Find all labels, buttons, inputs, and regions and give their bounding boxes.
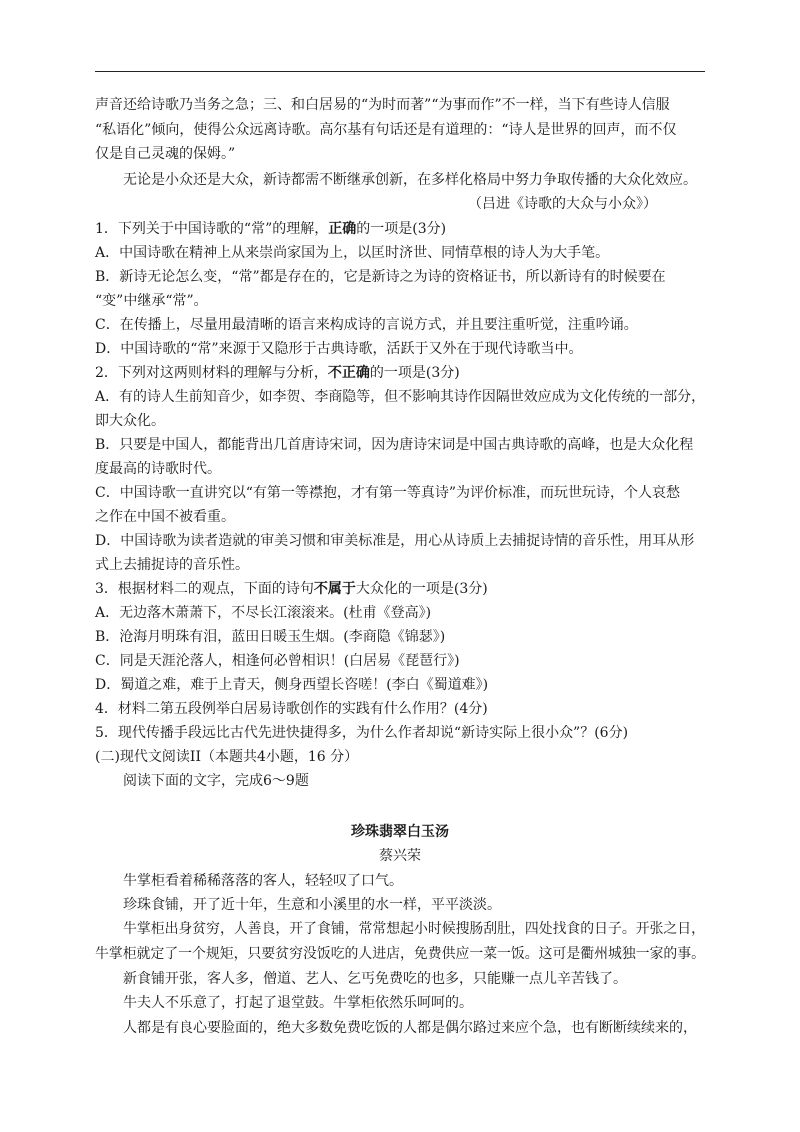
question-3-stem: 3．根据材料二的观点，下面的诗句不属于大众化的一项是(3分) — [95, 581, 488, 597]
material-line: 无论是小众还是大众，新诗都需不断继承创新，在多样化格局中努力争取传播的大众化效应。 — [123, 172, 697, 188]
question-1-option-c: C．在传播上，尽量用最清晰的语言来构成诗的言说方式，并且要注重听觉，注重吟诵。 — [95, 317, 638, 333]
question-2-option-d: D．中国诗歌为读者造就的审美习惯和审美标准是，用心从诗质上去捕捉诗情的音乐性，用耳从形 — [95, 533, 695, 549]
question-3-option-b: B．沧海月明珠有泪，蓝田日暖玉生烟。(李商隐《锦瑟》) — [95, 629, 446, 645]
question-2-option-c-cont: 之作在中国不被看重。 — [95, 509, 235, 525]
story-paragraph: 人都是有良心要脸面的，绝大多数免费吃饭的人都是偶尔路过来应个急，也有断断续续来的， — [123, 1020, 697, 1036]
question-2-option-a-cont: 即大众化。 — [95, 413, 165, 429]
story-paragraph-cont: 牛掌柜就定了一个规矩，只要贫穷没饭吃的人进店，免费供应一菜一饭。这可是衢州城独一家的事。 — [95, 946, 706, 962]
question-2-keyword: 不正确 — [327, 365, 370, 381]
question-2-stem: 2．下列对这两则材料的理解与分析，不正确的一项是(3分) — [95, 365, 460, 381]
question-1-option-d: D．中国诗歌的“常”来源于又隐形于古典诗歌，活跃于又外在于现代诗歌当中。 — [95, 341, 583, 357]
question-3-option-d: D．蜀道之难，难于上青天，侧身西望长咨嗟！(李白《蜀道难》) — [95, 677, 489, 693]
question-1-stem: 1．下列关于中国诗歌的“常”的理解，正确的一项是(3分) — [95, 221, 447, 237]
question-2-option-b: B．只要是中国人，都能背出几首唐诗宋词，因为唐诗宋词是中国古典诗歌的高峰，也是大众化程 — [95, 437, 694, 453]
material-source: （吕进《诗歌的大众与小众》） — [468, 196, 657, 212]
question-2-option-b-cont: 度最高的诗歌时代。 — [95, 461, 221, 477]
question-5: 5．现代传播手段远比古代先进快捷得多，为什么作者却说“新诗实际上很小众”？(6分) — [95, 725, 629, 741]
question-3-keyword: 不属于 — [313, 581, 356, 597]
question-2-option-d-cont: 式上去捕捉诗的音乐性。 — [95, 557, 249, 573]
material-line: “私语化”倾向，使得公众远离诗歌。高尔基有句话还是有道理的：“诗人是世界的回声，而不仅 — [95, 122, 677, 138]
story-paragraph: 新食铺开张，客人多，僧道、艺人、乞丐免费吃的也多，只能赚一点儿辛苦钱了。 — [123, 971, 627, 987]
question-1-keyword: 正确 — [328, 221, 357, 237]
story-paragraph: 牛夫人不乐意了，打起了退堂鼓。牛掌柜依然乐呵呵的。 — [123, 995, 473, 1011]
story-paragraph: 牛掌柜出身贫穷，人善良，开了食铺，常常想起小时候搜肠刮肚，四处找食的日子。开张之日， — [123, 921, 706, 937]
question-1-option-b-cont: “变”中继承“常”。 — [95, 293, 208, 309]
question-3-option-c: C．同是天涯沦落人，相逢何必曾相识！(白居易《琵琶行》) — [95, 653, 460, 669]
material-line: 仅是自己灵魂的保姆。” — [95, 146, 236, 162]
question-1-option-a: A．中国诗歌在精神上从来崇尚家国为上，以匡时济世、同情草根的诗人为大手笔。 — [95, 245, 610, 261]
story-paragraph: 牛掌柜看着稀稀落落的客人，轻轻叹了口气。 — [123, 873, 403, 889]
section-instruction: 阅读下面的文字，完成6～9题 — [123, 773, 309, 789]
question-2-option-a: A．有的诗人生前知音少，如李贺、李商隐等，但不影响其诗作因隔世效应成为文化传统的一部分， — [95, 389, 706, 405]
header-rule — [95, 71, 705, 72]
story-author: 蔡兴荣 — [379, 848, 421, 864]
story-paragraph: 珍珠食铺，开了近十年，生意和小溪里的水一样，平平淡淡。 — [123, 897, 501, 913]
section-heading: (二)现代文阅读II（本题共4小题，16 分） — [95, 749, 359, 765]
question-2-option-c: C．中国诗歌一直讲究以“有第一等襟抱，才有第一等真诗”为评价标准，而玩世玩诗，个人哀愁 — [95, 485, 681, 501]
story-title: 珍珠翡翠白玉汤 — [351, 824, 449, 840]
question-3-option-a: A．无边落木萧萧下，不尽长江滚滚来。(杜甫《登高》) — [95, 605, 432, 621]
material-line: 声音还给诗歌乃当务之急；三、和白居易的“为时而著”“为事而作”不一样，当下有些诗人信服 — [95, 97, 670, 113]
question-4: 4．材料二第五段例举白居易诗歌创作的实践有什么作用？(4分) — [95, 701, 488, 717]
question-1-option-b: B．新诗无论怎么变，“常”都是存在的，它是新诗之为诗的资格证书，所以新诗有的时候要在 — [95, 269, 666, 285]
